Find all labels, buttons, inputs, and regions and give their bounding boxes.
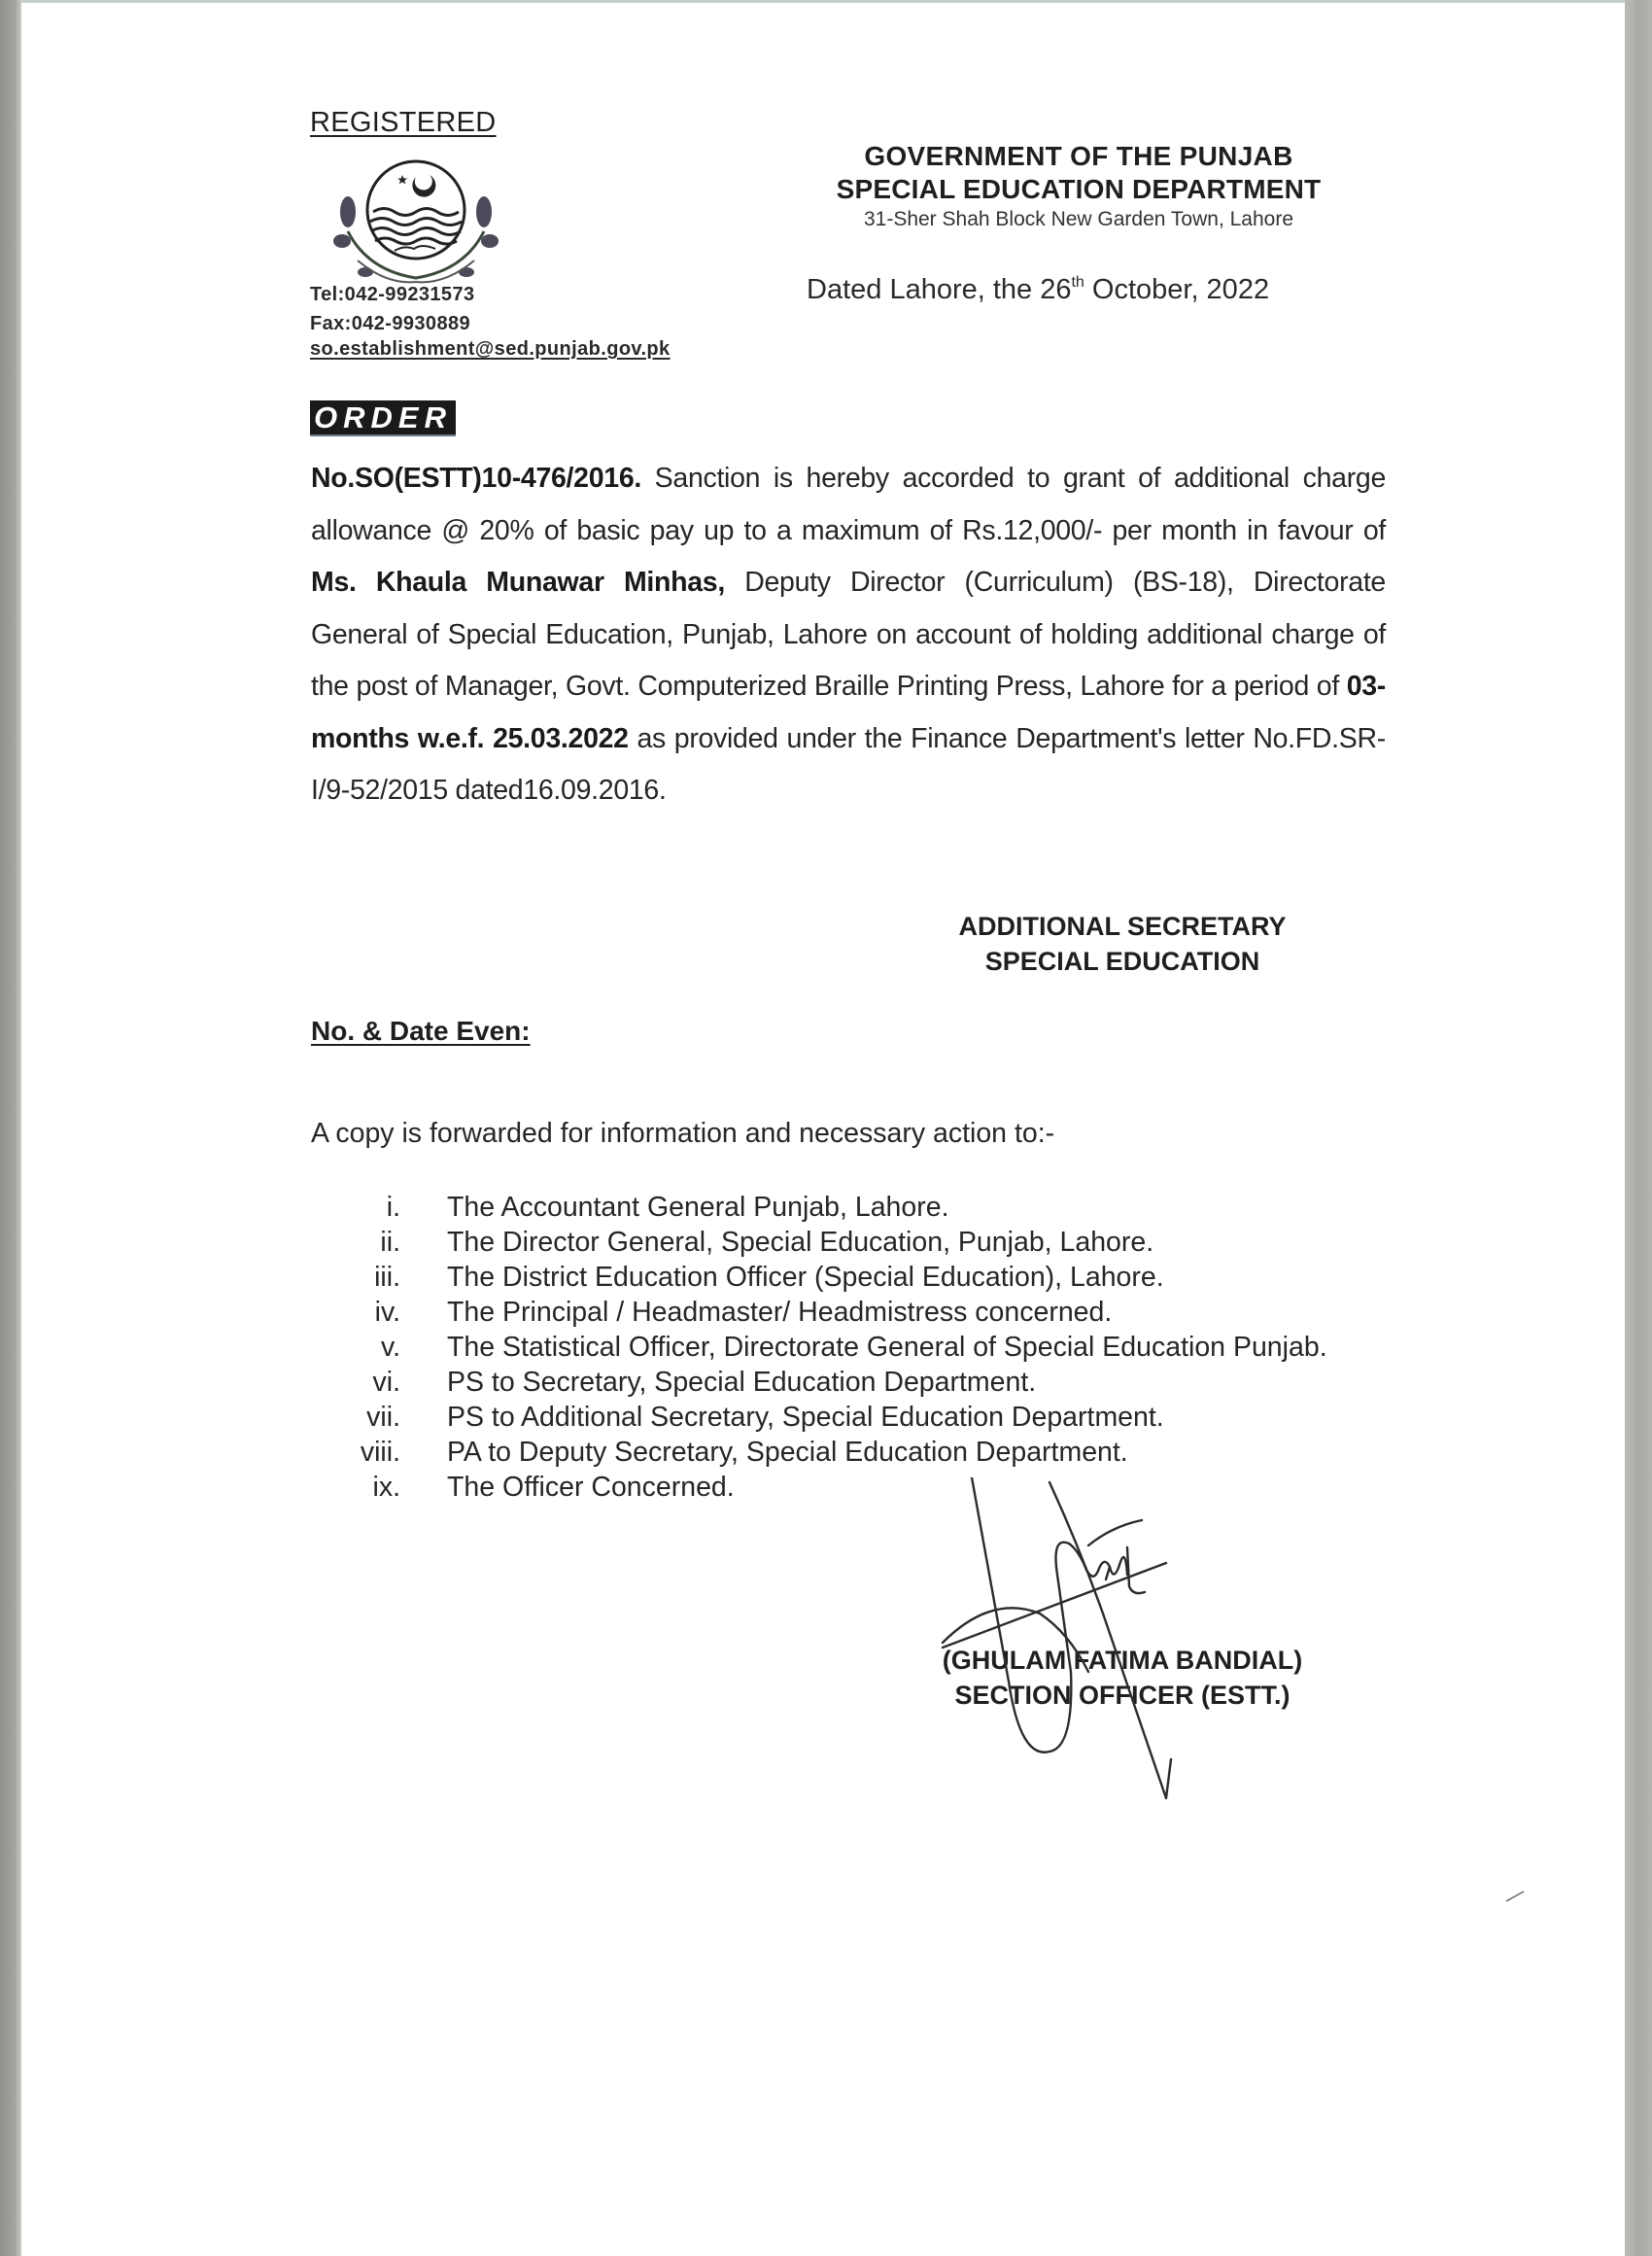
list-item [311,1435,1386,1470]
copy-forward-intro: A copy is forwarded for information and necessary action to:- [311,1118,1055,1149]
list-item-text: PS to Additional Secretary, Special Education Department. [447,1402,1164,1433]
list-item-number: vi. [372,1367,400,1398]
list-item-text: The Accountant General Punjab, Lahore. [447,1192,949,1223]
scan-edge-left [0,0,21,2256]
list-item-text: The Director General, Special Education, Punjab, Lahore. [447,1227,1154,1258]
list-item-number: iii. [374,1262,400,1293]
list-item-number: ix. [372,1472,400,1503]
scan-edge-top [21,0,1625,3]
punjab-government-emblem-icon [319,154,513,290]
handwritten-signature-icon [933,1477,1283,1827]
dated-prefix: Dated Lahore, the 26 [807,274,1072,305]
date-even-heading: No. & Date Even: [311,1016,531,1046]
list-item-text: The Principal / Headmaster/ Headmistress concerned. [447,1297,1113,1328]
list-item-number: v. [380,1332,400,1363]
order-number: No.SO(ESTT)10-476/2016. [311,463,641,494]
list-item-text: The Statistical Officer, Directorate General of Special Education Punjab. [447,1332,1327,1363]
list-item-number: i. [386,1192,400,1223]
order-text-3: as provided under the Finance Department's letter No.FD.SR-I/9-52/2015 dated16.09.2016. [311,722,1386,806]
dated-line [807,274,1269,306]
list-item-number: iv. [374,1297,400,1328]
list-item [311,1190,1386,1225]
list-item-text: PS to Secretary, Special Education Department. [447,1367,1037,1398]
order-body [311,453,1386,817]
officer-designation: SECTION OFFICER (ESTT.) [954,1681,1291,1710]
registered-label: REGISTERED [310,107,497,138]
beneficiary-name: Ms. Khaula Munawar Minhas, [311,567,725,598]
dated-suffix: October, 2022 [1084,274,1270,305]
list-item-text: The Officer Concerned. [447,1472,735,1503]
order-period: 03-months w.e.f. 25.03.2022 [311,671,1386,754]
list-item-text: The District Education Officer (Special Education), Lahore. [447,1262,1164,1293]
order-text-1: Sanction is hereby accorded to grant of additional charge allowance @ 20% of basic pay up to a maximum of Rs.12,000/- per month in favour of [311,463,1386,546]
signatory-department: SPECIAL EDUCATION [984,947,1260,976]
list-item [311,1330,1386,1365]
email-link[interactable]: so.establishment@sed.punjab.gov.pk [310,338,671,360]
list-item [311,1260,1386,1295]
letterhead [777,140,1380,233]
order-text-2: Deputy Director (Curriculum) (BS-18), Directorate General of Special Education, Punjab, Lahore on account of holding additional charge of the post of Manager, Govt. Computerized Braille Printing Press, Lahore for a period of [311,567,1386,702]
list-item [311,1365,1386,1400]
list-item-number: viii. [360,1437,400,1468]
department-title: SPECIAL EDUCATION DEPARTMENT [836,174,1322,204]
fax-number: Fax:042-9930889 [310,313,471,334]
telephone-number: Tel:042-99231573 [310,284,475,305]
government-title: GOVERNMENT OF THE PUNJAB [864,141,1293,171]
list-item-number: vii. [366,1402,400,1433]
signatory-title: ADDITIONAL SECRETARY [958,912,1287,941]
department-address: 31-Sher Shah Block New Garden Town, Lahore [863,208,1294,230]
list-item-text: PA to Deputy Secretary, Special Education Department. [447,1437,1128,1468]
order-heading: ORDER [310,400,456,436]
scan-mark-icon [1504,1890,1528,1903]
distribution-list [311,1190,1386,1505]
scan-edge-right [1625,0,1652,2256]
signatory-block [875,909,1370,979]
list-item [311,1225,1386,1260]
officer-name: (GHULAM FATIMA BANDIAL) [942,1646,1303,1675]
list-item [311,1400,1386,1435]
dated-ordinal: th [1071,274,1084,291]
list-item [311,1295,1386,1330]
list-item-number: ii. [380,1227,400,1258]
